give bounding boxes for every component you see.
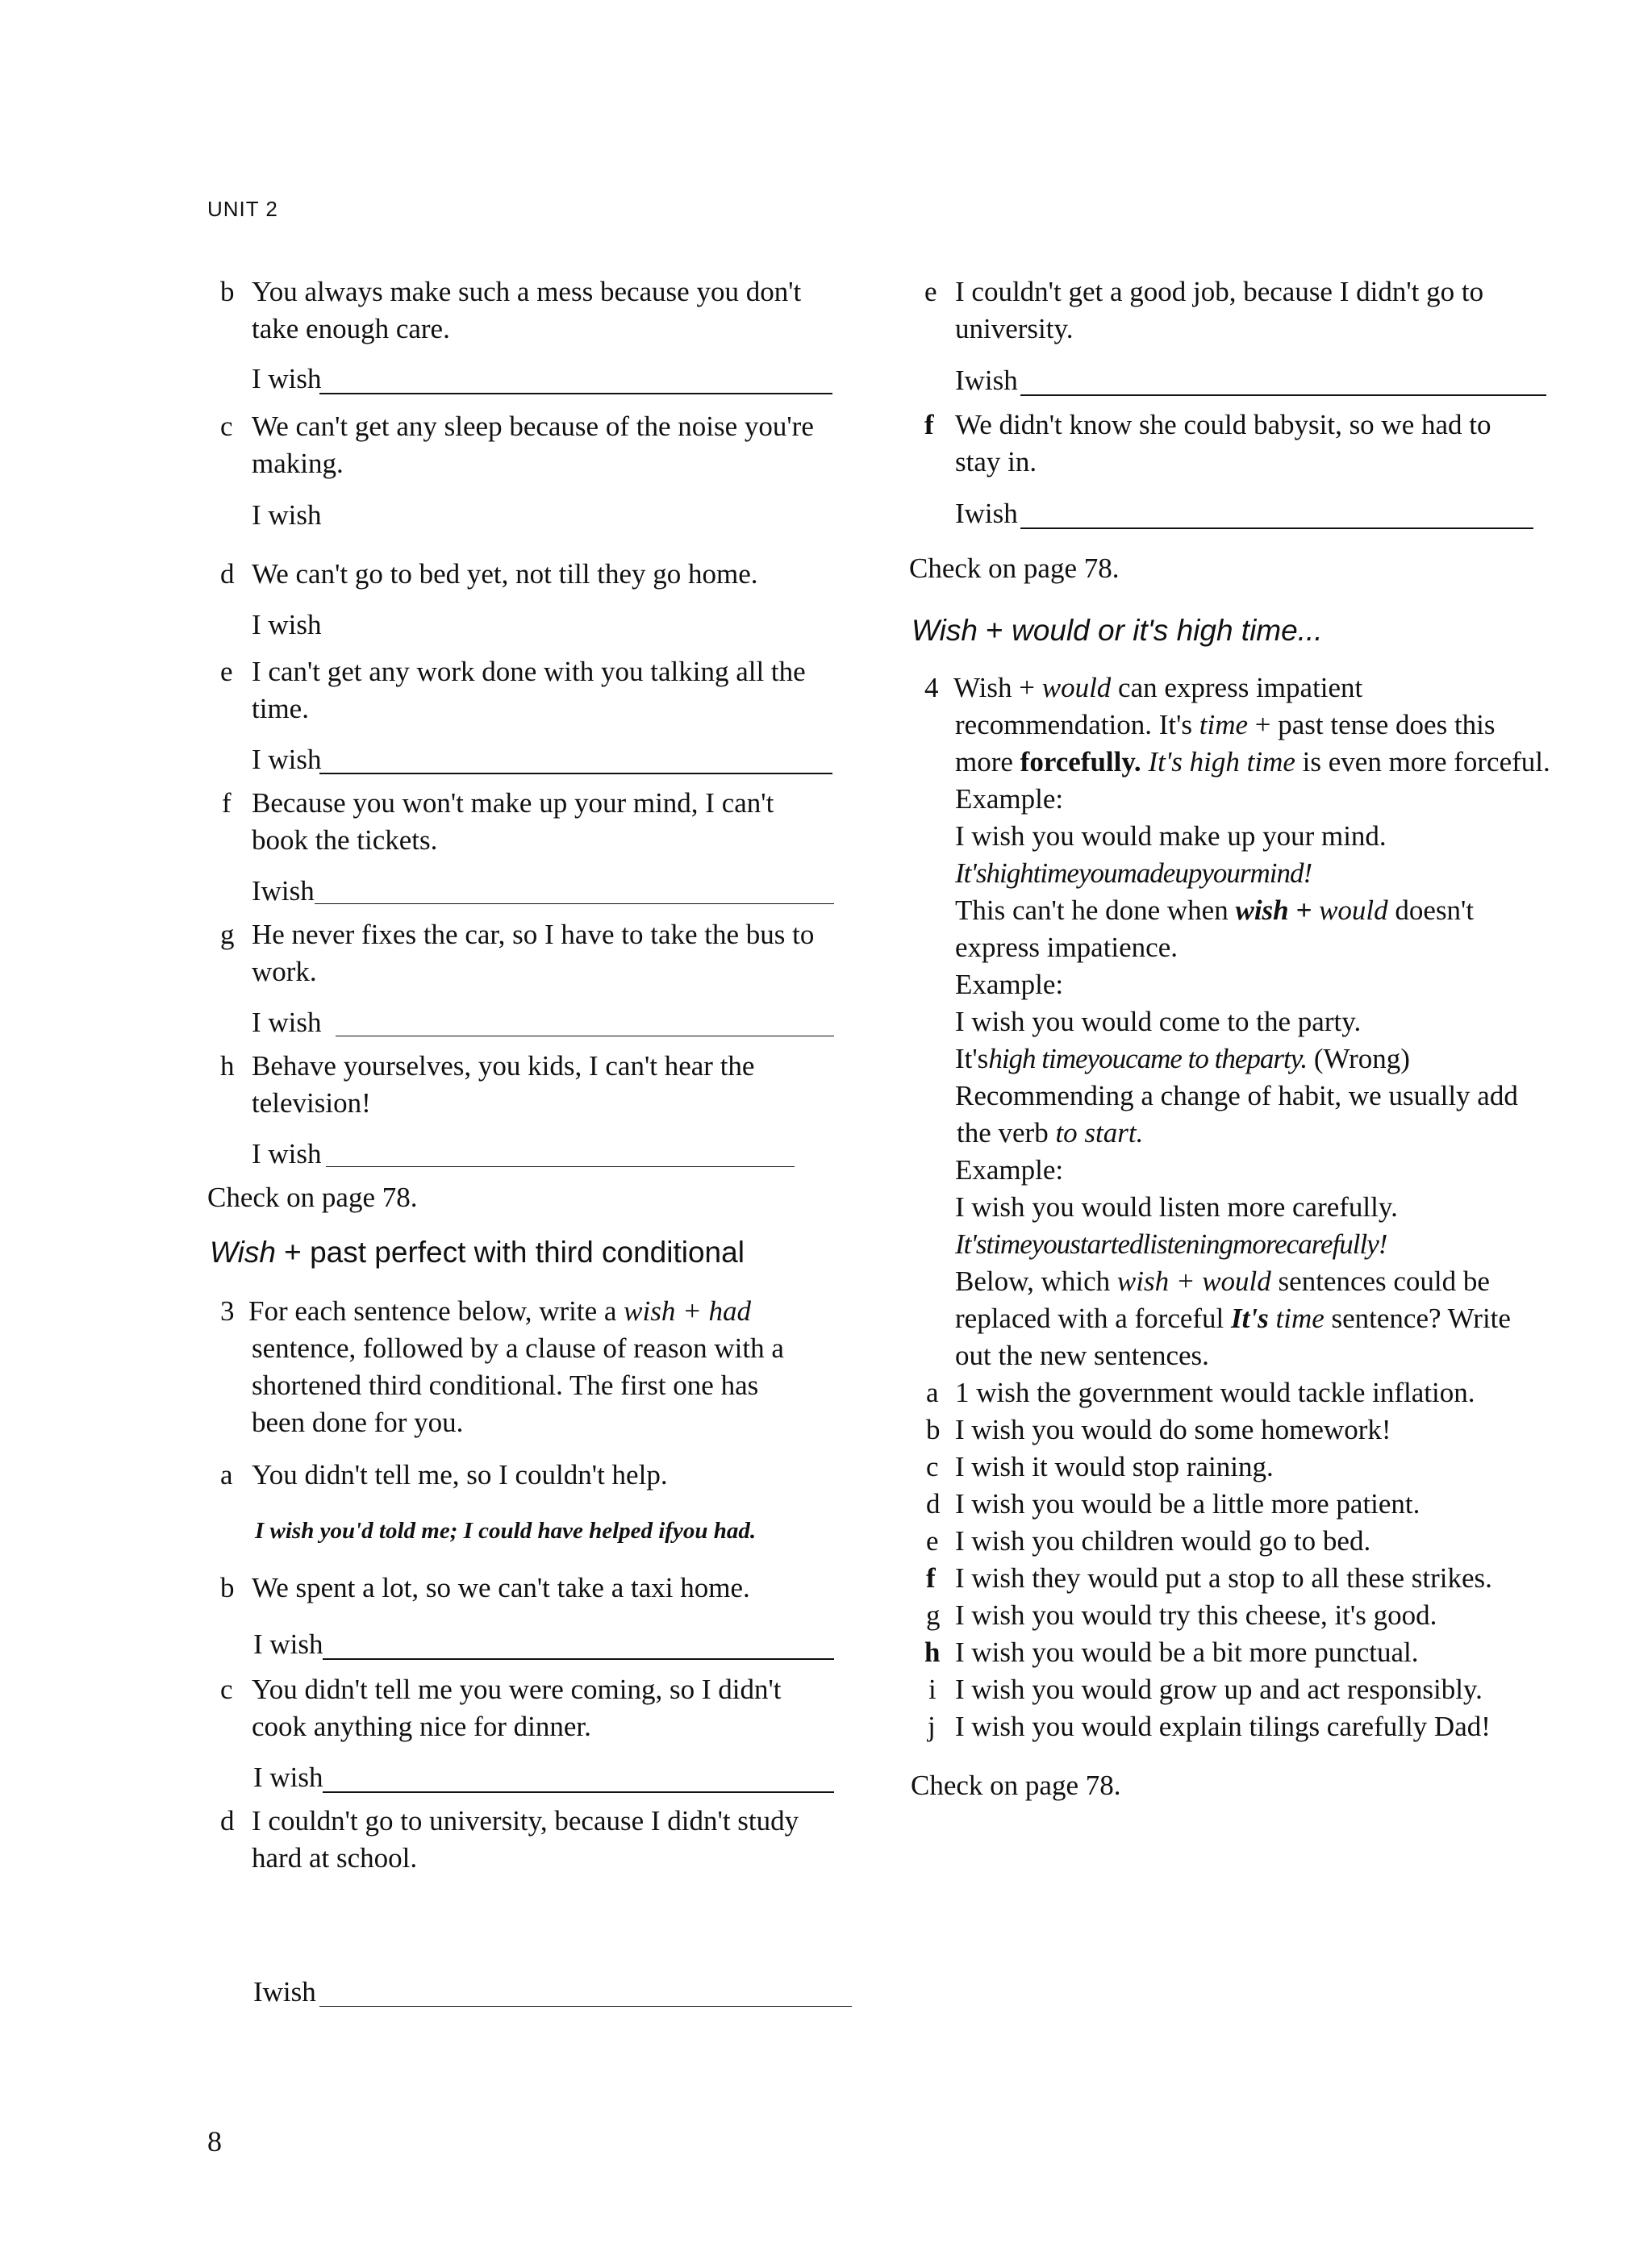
answer-blank[interactable] [1020,527,1533,529]
item-label: d [926,1488,941,1520]
italic-text: time [1275,1303,1325,1334]
item-label: g [220,919,235,950]
italic-text: high timeyoucame to theparty. [988,1043,1308,1074]
section-heading-third-conditional [210,1235,745,1270]
item-text: We can't get any sleep because of the noise you're [252,411,814,442]
answer-blank[interactable] [319,773,832,774]
bold-italic-text: wish + [1235,894,1320,926]
instruction-line: I wish you would make up your mind. [955,820,1387,852]
check-note: Check on page 78. [911,1770,1121,1801]
item-label: f [924,409,934,440]
text: more [955,746,1020,778]
exercise-number: 3 [220,1295,235,1327]
item-text: take enough care. [252,313,450,344]
text: doesn't [1387,894,1475,926]
item-text: hard at school. [252,1842,418,1874]
item-text: We didn't know she could babysit, so we had to [955,409,1491,440]
item-label: d [220,558,235,590]
answer-blank[interactable] [1020,394,1546,396]
heading-italic: or it's high time... [1089,614,1323,647]
list-item: I wish it would stop raining. [955,1451,1274,1482]
heading-rest: + past perfect with third conditional [275,1236,745,1269]
answer-blank[interactable] [326,1166,795,1167]
page-number: 8 [207,2125,222,2158]
item-label: f [222,787,232,819]
item-text: I couldn't go to university, because I didn't study [252,1805,799,1837]
wish-prompt: Iwish [252,875,315,907]
instruction-line [957,1115,1143,1151]
instruction-line: It'shightimeyoumadeupyourmind! [955,857,1312,889]
item-text: stay in. [955,446,1037,477]
item-label: a [926,1377,939,1408]
instruction-line [248,1294,751,1329]
item-label: g [926,1599,941,1631]
section-heading-high-time [912,613,1323,648]
wish-prompt: I wish [252,1138,322,1170]
item-text: making. [252,448,344,479]
text: It's [955,1043,989,1074]
bold-text: forcefully. [1020,746,1141,778]
wish-prompt: I wish [252,363,322,394]
text: recommendation. It's [955,709,1199,740]
text: is even more forceful. [1295,746,1550,778]
bold-italic-text: It's [1231,1303,1269,1334]
item-text: I can't get any work done with you talking all the [252,656,806,687]
item-label: a [220,1459,233,1491]
italic-text: It's high time [1148,746,1295,778]
item-text: cook anything nice for dinner. [252,1711,591,1742]
list-item: I wish you would explain tilings carefully Dad! [955,1711,1491,1742]
answer-blank[interactable] [315,903,834,904]
instruction-line [955,1041,1410,1077]
instruction-text: For each sentence below, write a [248,1295,624,1327]
italic-text: would [1041,672,1112,703]
item-label: e [220,656,233,687]
answer-blank[interactable] [319,393,832,394]
wish-prompt: I wish [252,609,322,640]
wish-prompt: I wish [252,1007,322,1038]
text: the verb [957,1117,1056,1149]
instruction-line: express impatience. [955,932,1179,963]
item-text: He never fixes the car, so I have to take the bus to [252,919,815,950]
heading-italic: Wish [912,614,978,647]
instruction-line: shortened third conditional. The first one has [252,1370,759,1401]
item-text: You always make such a mess because you don't [252,276,802,307]
check-note: Check on page 78. [207,1182,418,1213]
item-text: television! [252,1087,371,1119]
instruction-line: Recommending a change of habit, we usually add [955,1080,1518,1111]
wish-prompt: Iwish [253,1976,316,2008]
list-item: I wish you would do some homework! [955,1414,1391,1445]
list-item: I wish you would be a bit more punctual. [955,1637,1419,1668]
list-item: I wish you children would go to bed. [955,1525,1371,1557]
text: Below, which [955,1265,1117,1297]
wish-prompt: I wish [252,499,322,531]
text [1269,1303,1276,1334]
text: + past tense does this [1248,709,1496,740]
item-label: b [220,1572,235,1603]
italic-text: wish + would [1116,1265,1271,1297]
item-label: e [924,276,937,307]
item-text: You didn't tell me you were coming, so I didn't [252,1674,782,1705]
item-text: book the tickets. [252,824,438,856]
wish-prompt: Iwish [955,498,1018,529]
item-text: We can't go to bed yet, not till they go home. [252,558,758,590]
answer-blank[interactable] [323,1658,834,1660]
answer-blank[interactable] [319,2006,852,2007]
item-label: d [220,1805,235,1837]
instruction-line: I wish you would come to the party. [955,1006,1362,1037]
wish-prompt: I wish [252,744,322,775]
italic-text: time [1199,709,1249,740]
wish-prompt: Iwish [955,365,1018,396]
check-note: Check on page 78. [909,552,1120,584]
instruction-line [955,744,1550,780]
item-text: Because you won't make up your mind, I can't [252,787,774,819]
text: Wish + [953,672,1042,703]
instruction-line [953,670,1362,706]
list-item: I wish you would try this cheese, it's good. [955,1599,1437,1631]
item-text: We spent a lot, so we can't take a taxi home. [252,1572,750,1603]
item-text: work. [252,956,317,987]
heading-italic: Wish [210,1236,276,1269]
item-label: h [924,1637,941,1668]
list-item: 1 wish the government would tackle inflation. [955,1377,1475,1408]
instruction-line: It'stimeyoustartedlisteningmorecarefully! [955,1228,1387,1260]
instruction-line [955,1264,1490,1299]
text: sentence? Write [1324,1303,1511,1334]
item-label: e [926,1525,939,1557]
item-text: You didn't tell me, so I couldn't help. [252,1459,668,1491]
wish-prompt: I wish [253,1762,323,1793]
instruction-line: Example: [955,1154,1064,1186]
instruction-line: I wish you would listen more carefully. [955,1191,1398,1223]
instruction-line [955,1301,1511,1336]
list-item: I wish you would grow up and act responsibly. [955,1674,1483,1705]
unit-header: UNIT 2 [207,197,278,221]
item-label: f [926,1562,936,1594]
list-item: I wish you would be a little more patient. [955,1488,1420,1520]
instruction-line: sentence, followed by a clause of reason with a [252,1332,784,1364]
worked-example: I wish you'd told me; I could have helped ifyou had. [255,1518,757,1544]
item-text: time. [252,693,309,724]
instruction-line: Example: [955,969,1064,1000]
instruction-italic: wish + had [624,1295,751,1327]
item-text: I couldn't get a good job, because I didn't go to [955,276,1484,307]
text: replaced with a forceful [955,1303,1232,1334]
item-label: i [928,1674,937,1705]
instruction-line [955,893,1474,928]
item-label: c [220,411,233,442]
answer-blank[interactable] [323,1791,834,1793]
item-label: b [926,1414,941,1445]
text: This can't he done when [955,894,1236,926]
item-label: c [926,1451,939,1482]
item-label: c [220,1674,233,1705]
item-text: university. [955,313,1074,344]
text: can express impatient [1111,672,1363,703]
instruction-line: been done for you. [252,1407,464,1438]
heading-italic: would [1012,614,1090,647]
instruction-line: out the new sentences. [955,1340,1209,1371]
wish-prompt: I wish [253,1628,323,1660]
item-label: h [220,1050,235,1082]
exercise-number: 4 [924,672,939,703]
item-text: Behave yourselves, you kids, I can't hear the [252,1050,755,1082]
text: sentences could be [1270,1265,1490,1297]
item-label: j [928,1711,936,1742]
italic-text: would [1319,894,1388,926]
item-label: b [220,276,235,307]
italic-text: to start. [1055,1117,1144,1149]
instruction-line [955,707,1496,743]
list-item: I wish they would put a stop to all these strikes. [955,1562,1492,1594]
heading-text: + [977,614,1012,647]
text: (Wrong) [1307,1043,1410,1074]
instruction-line: Example: [955,783,1064,815]
